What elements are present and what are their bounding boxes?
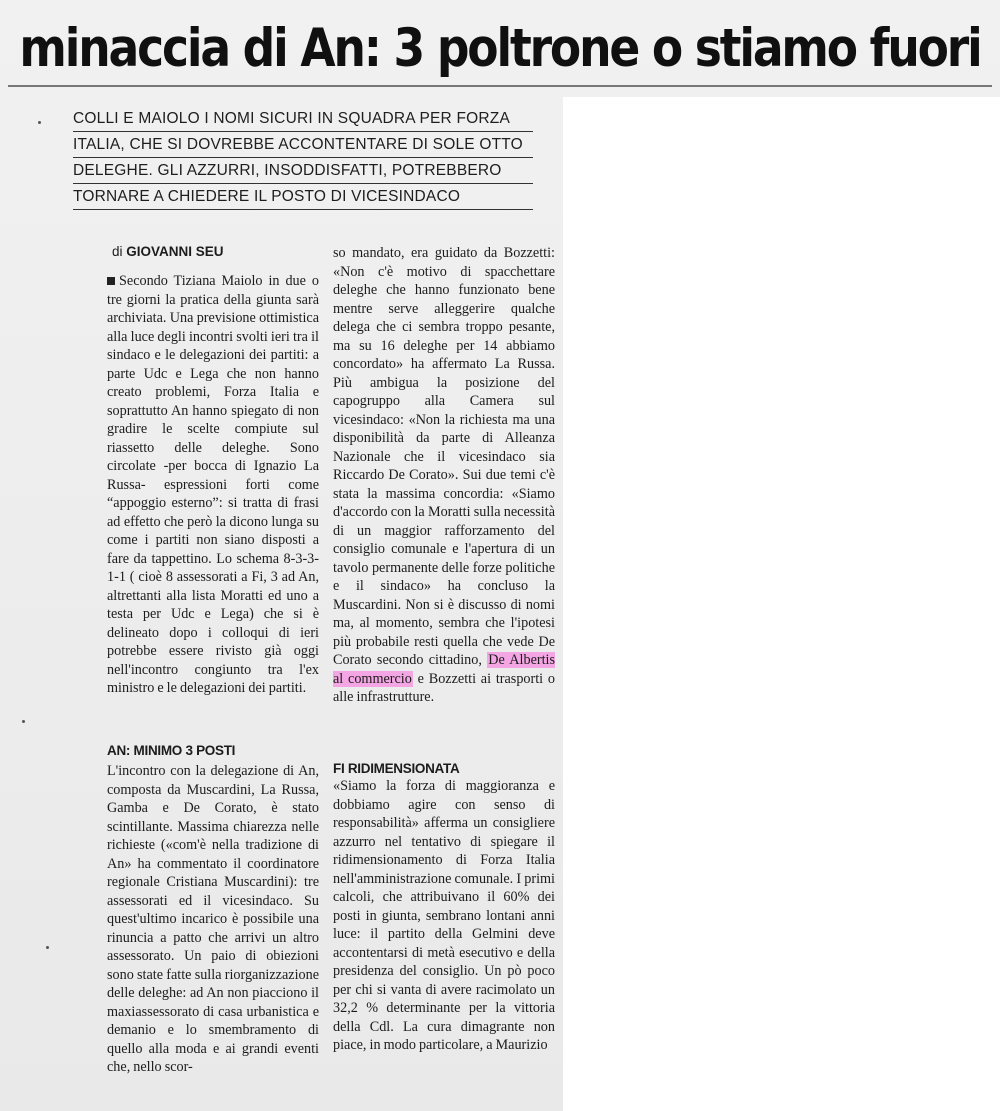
column-2-text: L'incontro con la delegazione di An, composta da Muscardini, La Russa, Gamba e De Corato, è stato scintillante. Massima chiarezza nelle richieste («com'è nella tradizione di An» ha commentato il coordinatore regionale Cristiana Muscardini): tre assessorati ed il vicesindaco. Su quest'ultimo incarico è possibile una rinuncia a patto che arrivi un altro assessorato. Un paio di obiezioni sono state fatte sulla riorganizzazione delle deleghe: ad An non piacciono il maxiassessorato di casa urbanistica e demanio e lo smembramento di quello alla moda e ai grandi eventi che, nello scor- (107, 763, 319, 1075)
blank-area (563, 97, 1000, 1111)
subheadline-line: COLLI E MAIOLO I NOMI SICURI IN SQUADRA PER FORZA (73, 106, 533, 132)
subheadline (73, 106, 533, 210)
column-4-text: «Siamo la forza di maggioranza e dobbiamo agire con senso di responsabilità» afferma un consigliere azzurro nel tentativo di spiegare il ridimensionamento di Forza Italia nell'amministrazione comunale. I primi calcoli, che attribuivano il 60% dei posti in giunta, sembrano lontani anni luce: il partito della Gelmini deve accontentarsi di metà esecutivo e della presidenza del consiglio. Un pò poco per chi si vanta di avere racimolato un 32,2 % determinante per la vittoria della Cdl. La cura dimagrante non piace, in modo particolare, a Maurizio (333, 778, 555, 1053)
speck (46, 946, 49, 949)
byline (112, 244, 224, 259)
section-title-an: AN: MINIMO 3 POSTI (107, 743, 236, 758)
article-column-3 (333, 244, 555, 707)
column-3-text-end: e Bozzetti ai trasporti o alle infrastrutture. (333, 670, 556, 705)
speck (38, 121, 41, 124)
subheadline-line: DELEGHE. GLI AZZURRI, INSODDISFATTI, POTREBBERO (73, 158, 533, 184)
headline-rule (8, 85, 992, 87)
byline-author: GIOVANNI SEU (126, 244, 224, 259)
subheadline-line: ITALIA, CHE SI DOVREBBE ACCONTENTARE DI SOLE OTTO (73, 132, 533, 158)
article-column-1 (107, 272, 319, 698)
speck (22, 720, 25, 723)
column-3-text: so mandato, era guidato da Bozzetti: «Non c'è motivo di spacchettare deleghe che hanno funzionato bene mentre serve alleggerire qualche delega che ci sembra troppo pesante, ma su 16 deleghe per 14 abbiamo concordato» ha affermato La Russa. Più ambigua la posizione del capogruppo alla Camera sul vicesindaco: «Non la richiesta ma una disponibilità da parte di Alleanza Nazionale che il vicesindaco sia Riccardo De Corato». Sui due temi c'è stata la massima concordia: «Siamo d'accordo con la Moratti sulla necessità di un maggior rafforzamento del consiglio comunale e l'apertura di un tavolo permanente delle forze politiche e il sindaco» ha concluso la Muscardini. Non si è discusso di nomi ma, al momento, sembra che l'ipotesi più probabile resti quella che vede De Corato secondo cittadino, (333, 245, 555, 668)
byline-prefix: di (112, 244, 123, 259)
headline: minaccia di An: 3 poltrone o stiamo fuori (19, 17, 981, 79)
column-1-text: Secondo Tiziana Maiolo in due o tre giorni la pratica della giunta sarà archiviata. Una previsione ottimistica alla luce degli incontri svolti ieri tra il sindaco e le delegazioni dei partiti: a parte Udc e Lega che non hanno creato problemi, Forza Italia e soprattutto An hanno spiegato di non gradire le scelte compiute sul riassetto delle deleghe. Sono circolate -per bocca di Ignazio La Russa- espressioni forti come “appoggio esterno”: si tratta di frasi ad effetto che però la dicono lunga su come i partiti non siano disposti a fare da tappettino. Lo schema 8-3-3-1-1 ( cioè 8 assessorati a Fi, 3 ad An, altrettanti alla lista Moratti ed uno a testa per Udc e Lega) che si è delineato dopo i colloqui di ieri potrebbe essere rivisto già oggi nell'incontro congiunto tra l'ex ministro e le delegazioni dei partiti. (107, 273, 319, 696)
paragraph-bullet (107, 277, 115, 285)
highlighted-text: De Albertis al commercio (333, 652, 556, 687)
subheadline-line: TORNARE A CHIEDERE IL POSTO DI VICESINDACO (73, 184, 533, 210)
article-column-4 (333, 777, 555, 1055)
article-column-2 (107, 762, 319, 1077)
section-title-fi: FI RIDIMENSIONATA (333, 761, 460, 776)
